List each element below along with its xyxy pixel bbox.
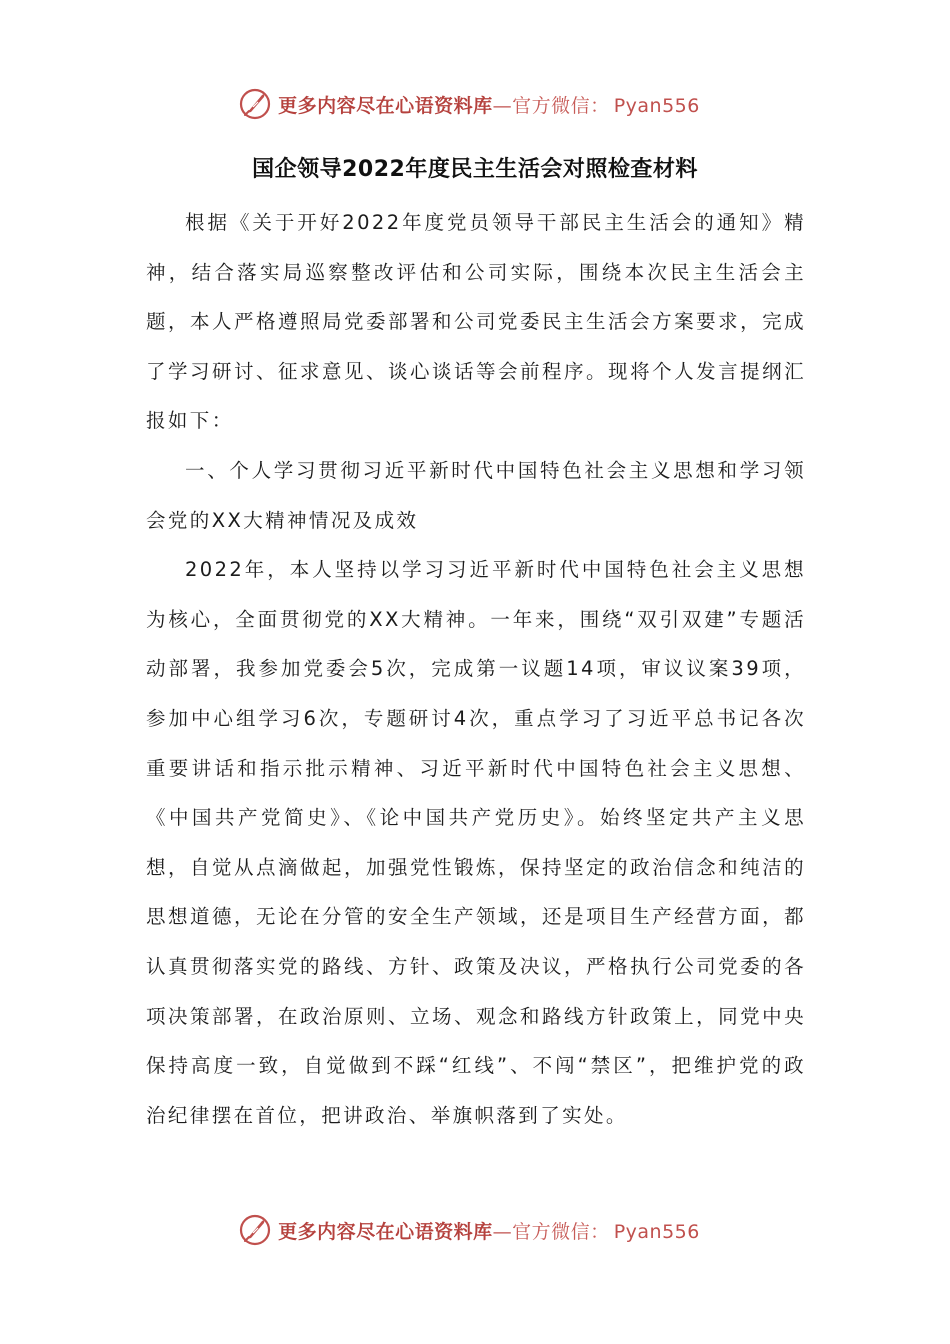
watermark-site: 更多内容尽在心语资料库: [278, 1220, 493, 1243]
watermark-text: [278, 1217, 700, 1244]
section-heading-1: 一、个人学习贯彻习近平新时代中国特色社会主义思想和学习领会党的XX大精神情况及成效: [146, 458, 806, 532]
quill-logo-icon: [238, 1213, 272, 1247]
watermark-site: 更多内容尽在心语资料库: [278, 94, 493, 117]
watermark-text: [278, 91, 700, 118]
watermark-handle: Pyan556: [613, 94, 700, 117]
watermark-handle: Pyan556: [613, 1220, 700, 1243]
paragraph-intro: 根据《关于开好2022年度党员领导干部民主生活会的通知》精神，结合落实局巡察整改评估和公司实际，围绕本次民主生活会主题，本人严格遵照局党委部署和公司党委民主生活会方案要求，完成了学习研讨、征求意见、谈心谈话等会前程序。现将个人发言提纲汇报如下：: [146, 211, 806, 433]
header-watermark-banner: [0, 84, 950, 124]
document-title: 国企领导2022年度民主生活会对照检查材料: [252, 157, 698, 182]
watermark-label: 官方微信：: [512, 1220, 610, 1243]
watermark-dash: —: [492, 94, 513, 117]
quill-logo-icon: [238, 87, 272, 121]
watermark-dash: —: [492, 1220, 513, 1243]
watermark-label: 官方微信：: [512, 94, 610, 117]
document-body: [146, 198, 806, 1140]
paragraph-2022-summary: 2022年，本人坚持以学习习近平新时代中国特色社会主义思想为核心，全面贯彻党的XX大精神。一年来，围绕“双引双建”专题活动部署，我参加党委会5次，完成第一议题14项，审议议案39项，参加中心组学习6次，专题研讨4次，重点学习了习近平总书记各次重要讲话和指示批示精神、习近平新时代中国特色社会主义思想、《中国共产党简史》、《论中国共产党历史》。始终坚定共产主义思想，自觉从点滴做起，加强党性锻炼，保持坚定的政治信念和纯洁的思想道德，无论在分管的安全生产领域，还是项目生产经营方面，都认真贯彻落实党的路线、方针、政策及决议，严格执行公司党委的各项决策部署，在政治原则、立场、观念和路线方针政策上，同党中央保持高度一致，自觉做到不踩“红线”、不闯“禁区”，把维护党的政治纪律摆在首位，把讲政治、举旗帜落到了实处。: [146, 558, 806, 1127]
footer-watermark-banner: [0, 1210, 950, 1250]
